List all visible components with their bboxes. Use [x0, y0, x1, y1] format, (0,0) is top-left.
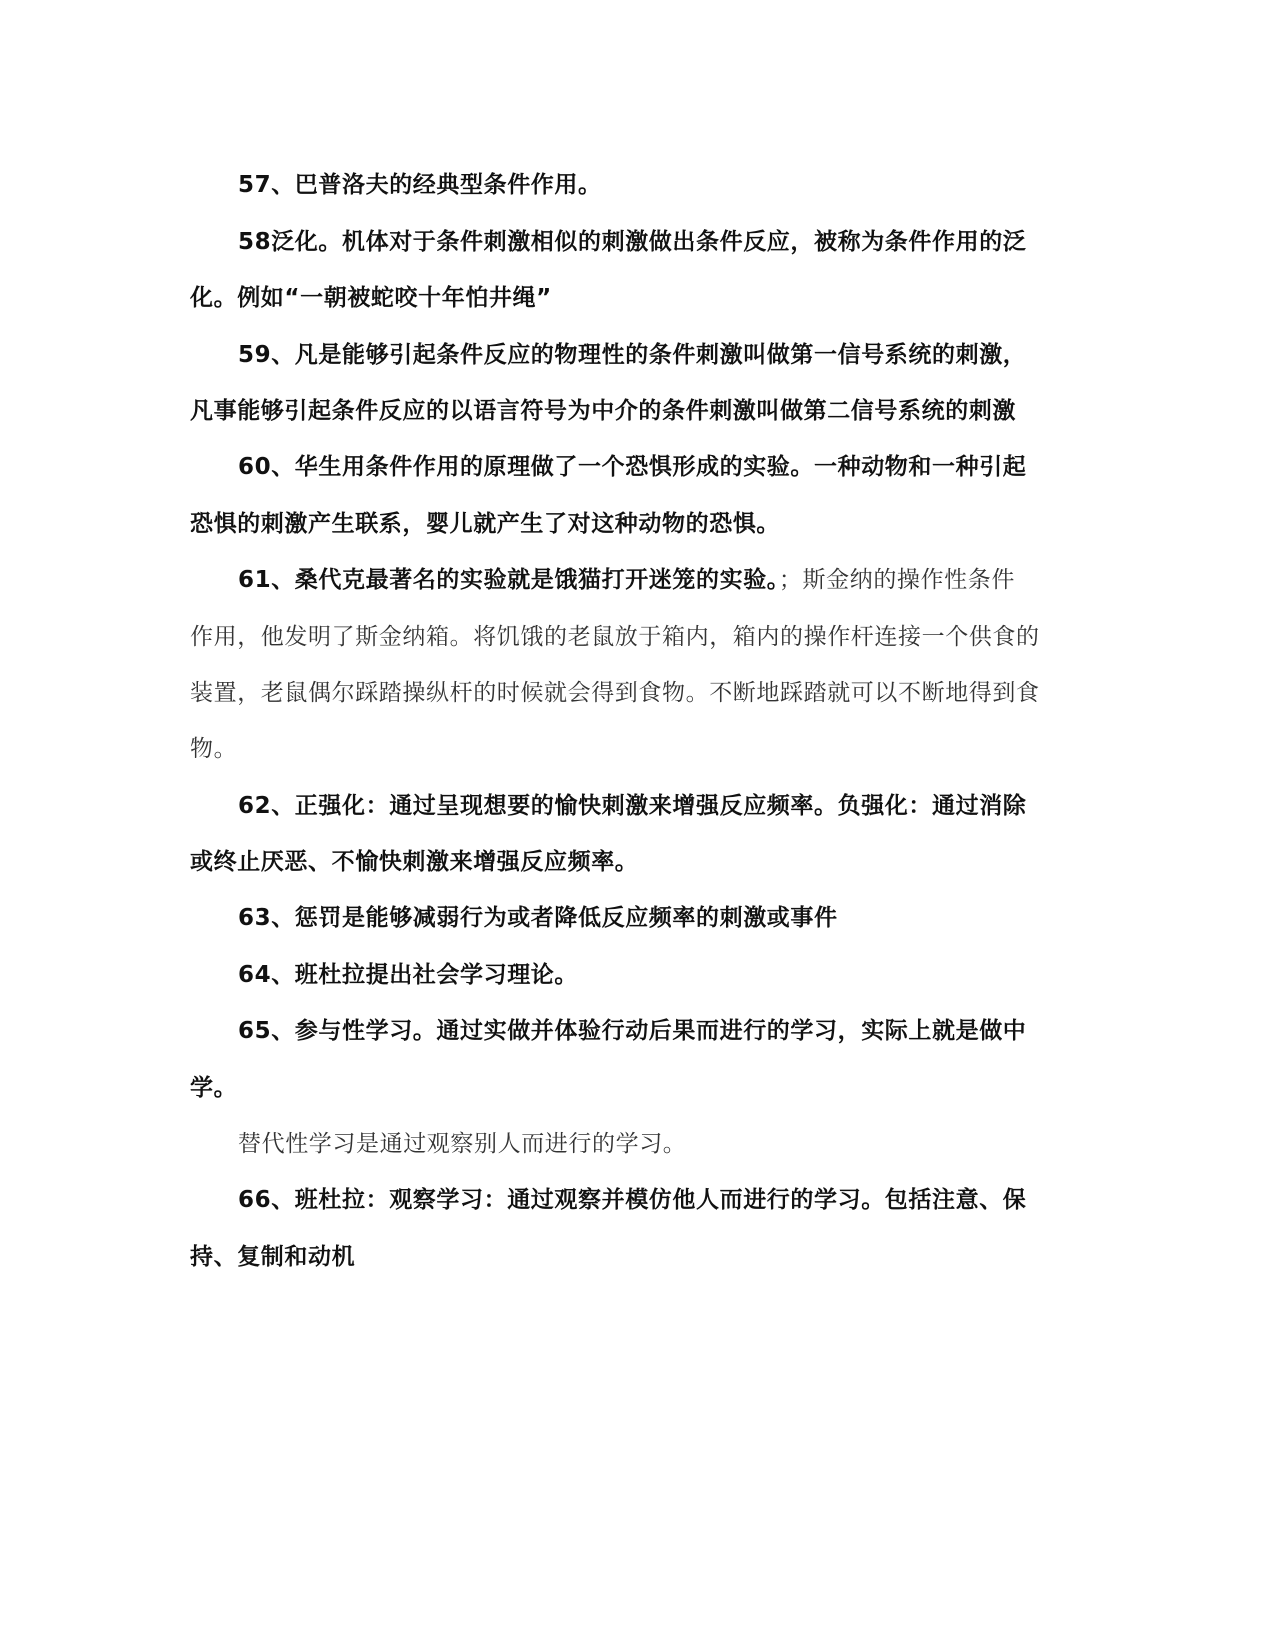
item-61-light-text: ；斯金纳的操作性条件 — [778, 567, 1015, 593]
item-66-line-2: 持、复制和动机 — [190, 1244, 356, 1270]
item-66-line-1: 66、班杜拉：观察学习：通过观察并模仿他人而进行的学习。包括注意、保 — [238, 1187, 1027, 1213]
item-63: 63、惩罚是能够减弱行为或者降低反应频率的刺激或事件 — [238, 905, 838, 931]
item-61-bold-text: 61、桑代克最著名的实验就是饿猫打开迷笼的实验。 — [238, 567, 779, 593]
item-59-line-2: 凡事能够引起条件反应的以语言符号为中介的条件刺激叫做第二信号系统的刺激 — [190, 398, 1016, 424]
item-61-line-3: 装置，老鼠偶尔踩踏操纵杆的时候就会得到食物。不断地踩踏就可以不断地得到食 — [190, 680, 1040, 706]
item-61-line-4: 物。 — [190, 736, 238, 762]
item-61-line-1 — [238, 565, 1015, 595]
item-60-line-1: 60、华生用条件作用的原理做了一个恐惧形成的实验。一种动物和一种引起 — [238, 454, 1027, 480]
item-59-line-1: 59、凡是能够引起条件反应的物理性的条件刺激叫做第一信号系统的刺激， — [238, 342, 1027, 368]
item-65-line-3: 替代性学习是通过观察别人而进行的学习。 — [238, 1131, 687, 1157]
item-64: 64、班杜拉提出社会学习理论。 — [238, 962, 579, 988]
item-65-line-1: 65、参与性学习。通过实做并体验行动后果而进行的学习，实际上就是做中 — [238, 1018, 1027, 1044]
item-65-line-2: 学。 — [190, 1075, 238, 1101]
item-57: 57、巴普洛夫的经典型条件作用。 — [238, 172, 602, 198]
item-58-line-2: 化。例如“一朝被蛇咬十年怕井绳” — [190, 285, 552, 311]
item-61-line-2: 作用，他发明了斯金纳箱。将饥饿的老鼠放于箱内，箱内的操作杆连接一个供食的 — [190, 624, 1040, 650]
item-60-line-2: 恐惧的刺激产生联系，婴儿就产生了对这种动物的恐惧。 — [190, 511, 780, 537]
item-62-line-1: 62、正强化：通过呈现想要的愉快刺激来增强反应频率。负强化：通过消除 — [238, 793, 1027, 819]
item-58-line-1: 58泛化。机体对于条件刺激相似的刺激做出条件反应，被称为条件作用的泛 — [238, 229, 1027, 255]
item-62-line-2: 或终止厌恶、不愉快刺激来增强反应频率。 — [190, 849, 639, 875]
